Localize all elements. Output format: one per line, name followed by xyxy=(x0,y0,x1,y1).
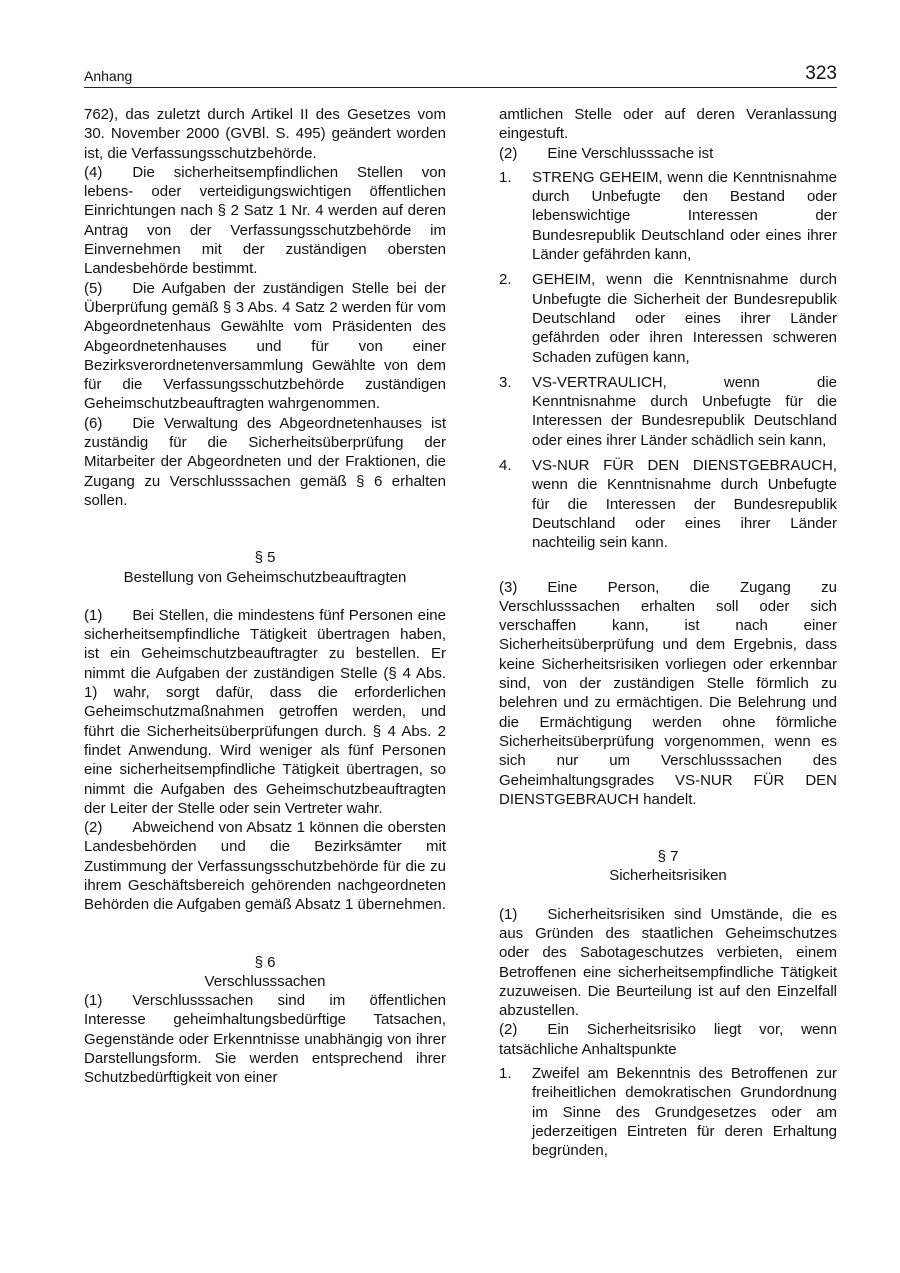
section-5-paragraph-2: (2) Abweichend von Absatz 1 können die obersten Landesbehörden und die Bezirksämter mit Zustimmung der Verfassungsschutzbehörde für die zu ihrem Geschäftsbereich gehörenden nachgeordneten Behörden die Aufgaben gemäß Absatz 1 übernehmen. xyxy=(84,819,446,914)
section-6-title: Verschlusssachen xyxy=(204,972,326,990)
list-item xyxy=(499,1064,837,1160)
paragraph-4: (4) Die sicherheitsempfindlichen Stellen von lebens- oder verteidigungswichtigen öffentlichen Einrichtungen nach § 2 Satz 1 Nr. 4 werden auf deren Antrag von der Verfassungsschutzbehörde im Einvernehmen mit der zuständigen obersten Landesbehörde bestimmt. xyxy=(84,163,446,278)
list-item xyxy=(499,456,837,552)
section-7-number: § 7 xyxy=(657,848,679,866)
list-text: STRENG GEHEIM, wenn die Kenntnisnahme durch Unbefugte den Bestand oder lebenswichtige Interessen der Bundesrepublik Deutschland oder eines ihrer Länder gefährden kann, xyxy=(532,168,837,264)
paragraph-continuation: amtlichen Stelle oder auf deren Veranlassung eingestuft. xyxy=(499,106,837,143)
paragraph-2-intro: (2) Eine Verschlusssache ist xyxy=(499,144,714,162)
paragraph-3: (3) Eine Person, die Zugang zu Verschlusssachen erhalten soll oder sich verschaffen kann, ist nach einer Sicherheitsüberprüfung und dem Ergebnis, dass keine Sicherheitsrisiken vorliegen oder erkennbar sind, von der zuständigen Stelle förmlich zu belehren und zu ermächtigen. Die Belehrung und die Ermächtigung werden ohne förmliche Sicherheitsüberprüfung vorgenommen, wenn es sich nur um Verschlusssachen des Geheimhaltungsgrades VS-NUR FÜR DEN DIENSTGEBRAUCH handelt. xyxy=(499,578,837,808)
section-6-number: § 6 xyxy=(254,953,276,971)
list-number: 3. xyxy=(499,373,512,391)
list-number: 1. xyxy=(499,1065,512,1083)
paragraph-continuation: 762), das zuletzt durch Artikel II des Gesetzes vom 30. November 2000 (GVBl. S. 495) geändert worden ist, die Verfassungsschutzbehörde. xyxy=(84,106,446,162)
page-number: 323 xyxy=(805,63,837,84)
page-header xyxy=(84,62,837,88)
list-item xyxy=(499,373,837,450)
header-title: Anhang xyxy=(84,68,133,84)
list-text: VS-VERTRAULICH, wenn die Kenntnisnahme durch Unbefugte für die Interessen der Bundesrepublik Deutschland oder eines ihrer Länder schädlich sein kann, xyxy=(532,373,837,449)
list-item xyxy=(499,168,837,264)
list-item xyxy=(499,270,837,366)
paragraph-6: (6) Die Verwaltung des Abgeordnetenhauses ist zuständig für die Sicherheitsüberprüfung der Mitarbeiter der Abgeordneten und der Fraktionen, die Zugang zu Verschlusssachen gemäß § 6 erhalten sollen. xyxy=(84,414,446,509)
section-7-title: Sicherheitsrisiken xyxy=(609,867,727,885)
right-column xyxy=(499,105,837,1167)
list-number: 4. xyxy=(499,457,512,475)
section-5-number: § 5 xyxy=(254,549,276,567)
list-number: 2. xyxy=(499,271,512,289)
list-text: VS-NUR FÜR DEN DIENSTGEBRAUCH, wenn die Kenntnisnahme durch Unbefugte für die Interessen der Bundesrepublik Deutschland oder eines ihrer Länder nachteilig sein kann. xyxy=(532,457,837,552)
paragraph-5: (5) Die Aufgaben der zuständigen Stelle bei der Überprüfung gemäß § 3 Abs. 4 Satz 2 werden für vom Abgeordnetenhaus Gewählte vom Präsidenten des Abgeordnetenhauses und für von einer Bezirksverordnetenversammlung Gewählte von dem für die Verfassungsschutzbehörde zuständigen Geheimschutzbeauftragten wahrgenommen. xyxy=(84,279,446,413)
section-5-paragraph-1: (1) Bei Stellen, die mindestens fünf Personen eine sicherheitsempfindliche Tätigkeit übertragen haben, ist ein Geheimschutzbeauftragter zu bestellen. Er nimmt die Aufgaben der zuständigen Stelle (§ 4 Abs. 1) wahr, sorgt dafür, dass die erforderlichen Geheimschutzmaßnahmen getroffen werden, und führt die Sicherheitsüberprüfungen durch. § 4 Abs. 2 findet Anwendung. Wird weniger als fünf Personen eine sicherheitsempfindliche Tätigkeit übertragen, so nimmt die Aufgaben des Geheimschutzbeauftragten der Leiter der Stelle oder sein Vertreter wahr. xyxy=(84,606,446,817)
section-5-title: Bestellung von Geheimschutzbeauftragten xyxy=(123,568,407,586)
section-6-paragraph-1: (1) Verschlusssachen sind im öffentlichen Interesse geheimhaltungsbedürftige Tatsachen, Gegenstände oder Erkenntnisse unabhängig von ihrer Darstellungsform. Sie werden entsprechend ihrer Schutzbedürftigkeit von einer xyxy=(84,992,446,1087)
list-text: GEHEIM, wenn die Kenntnisnahme durch Unbefugte die Sicherheit der Bundesrepublik Deutschland oder eines ihrer Länder gefährden oder ihren Interessen schweren Schaden zufügen kann, xyxy=(532,271,837,366)
left-column xyxy=(84,105,446,1088)
list-text: Zweifel am Bekenntnis des Betroffenen zur freiheitlichen demokratischen Grundordnung im Sinne des Grundgesetzes oder am jederzeitigen Eintreten für deren Erhaltung begründen, xyxy=(532,1065,837,1160)
section-7-paragraph-1: (1) Sicherheitsrisiken sind Umstände, die es aus Gründen des staatlichen Geheimschutzes oder des Sabotageschutzes verbieten, einem Betroffenen eine sicherheitsempfindliche Tätigkeit zuzuweisen. Die Beurteilung ist auf den Einzelfall abzustellen. xyxy=(499,905,837,1020)
list-number: 1. xyxy=(499,168,512,186)
section-7-paragraph-2: (2) Ein Sicherheitsrisiko liegt vor, wenn tatsächliche Anhaltspunkte xyxy=(499,1021,837,1058)
